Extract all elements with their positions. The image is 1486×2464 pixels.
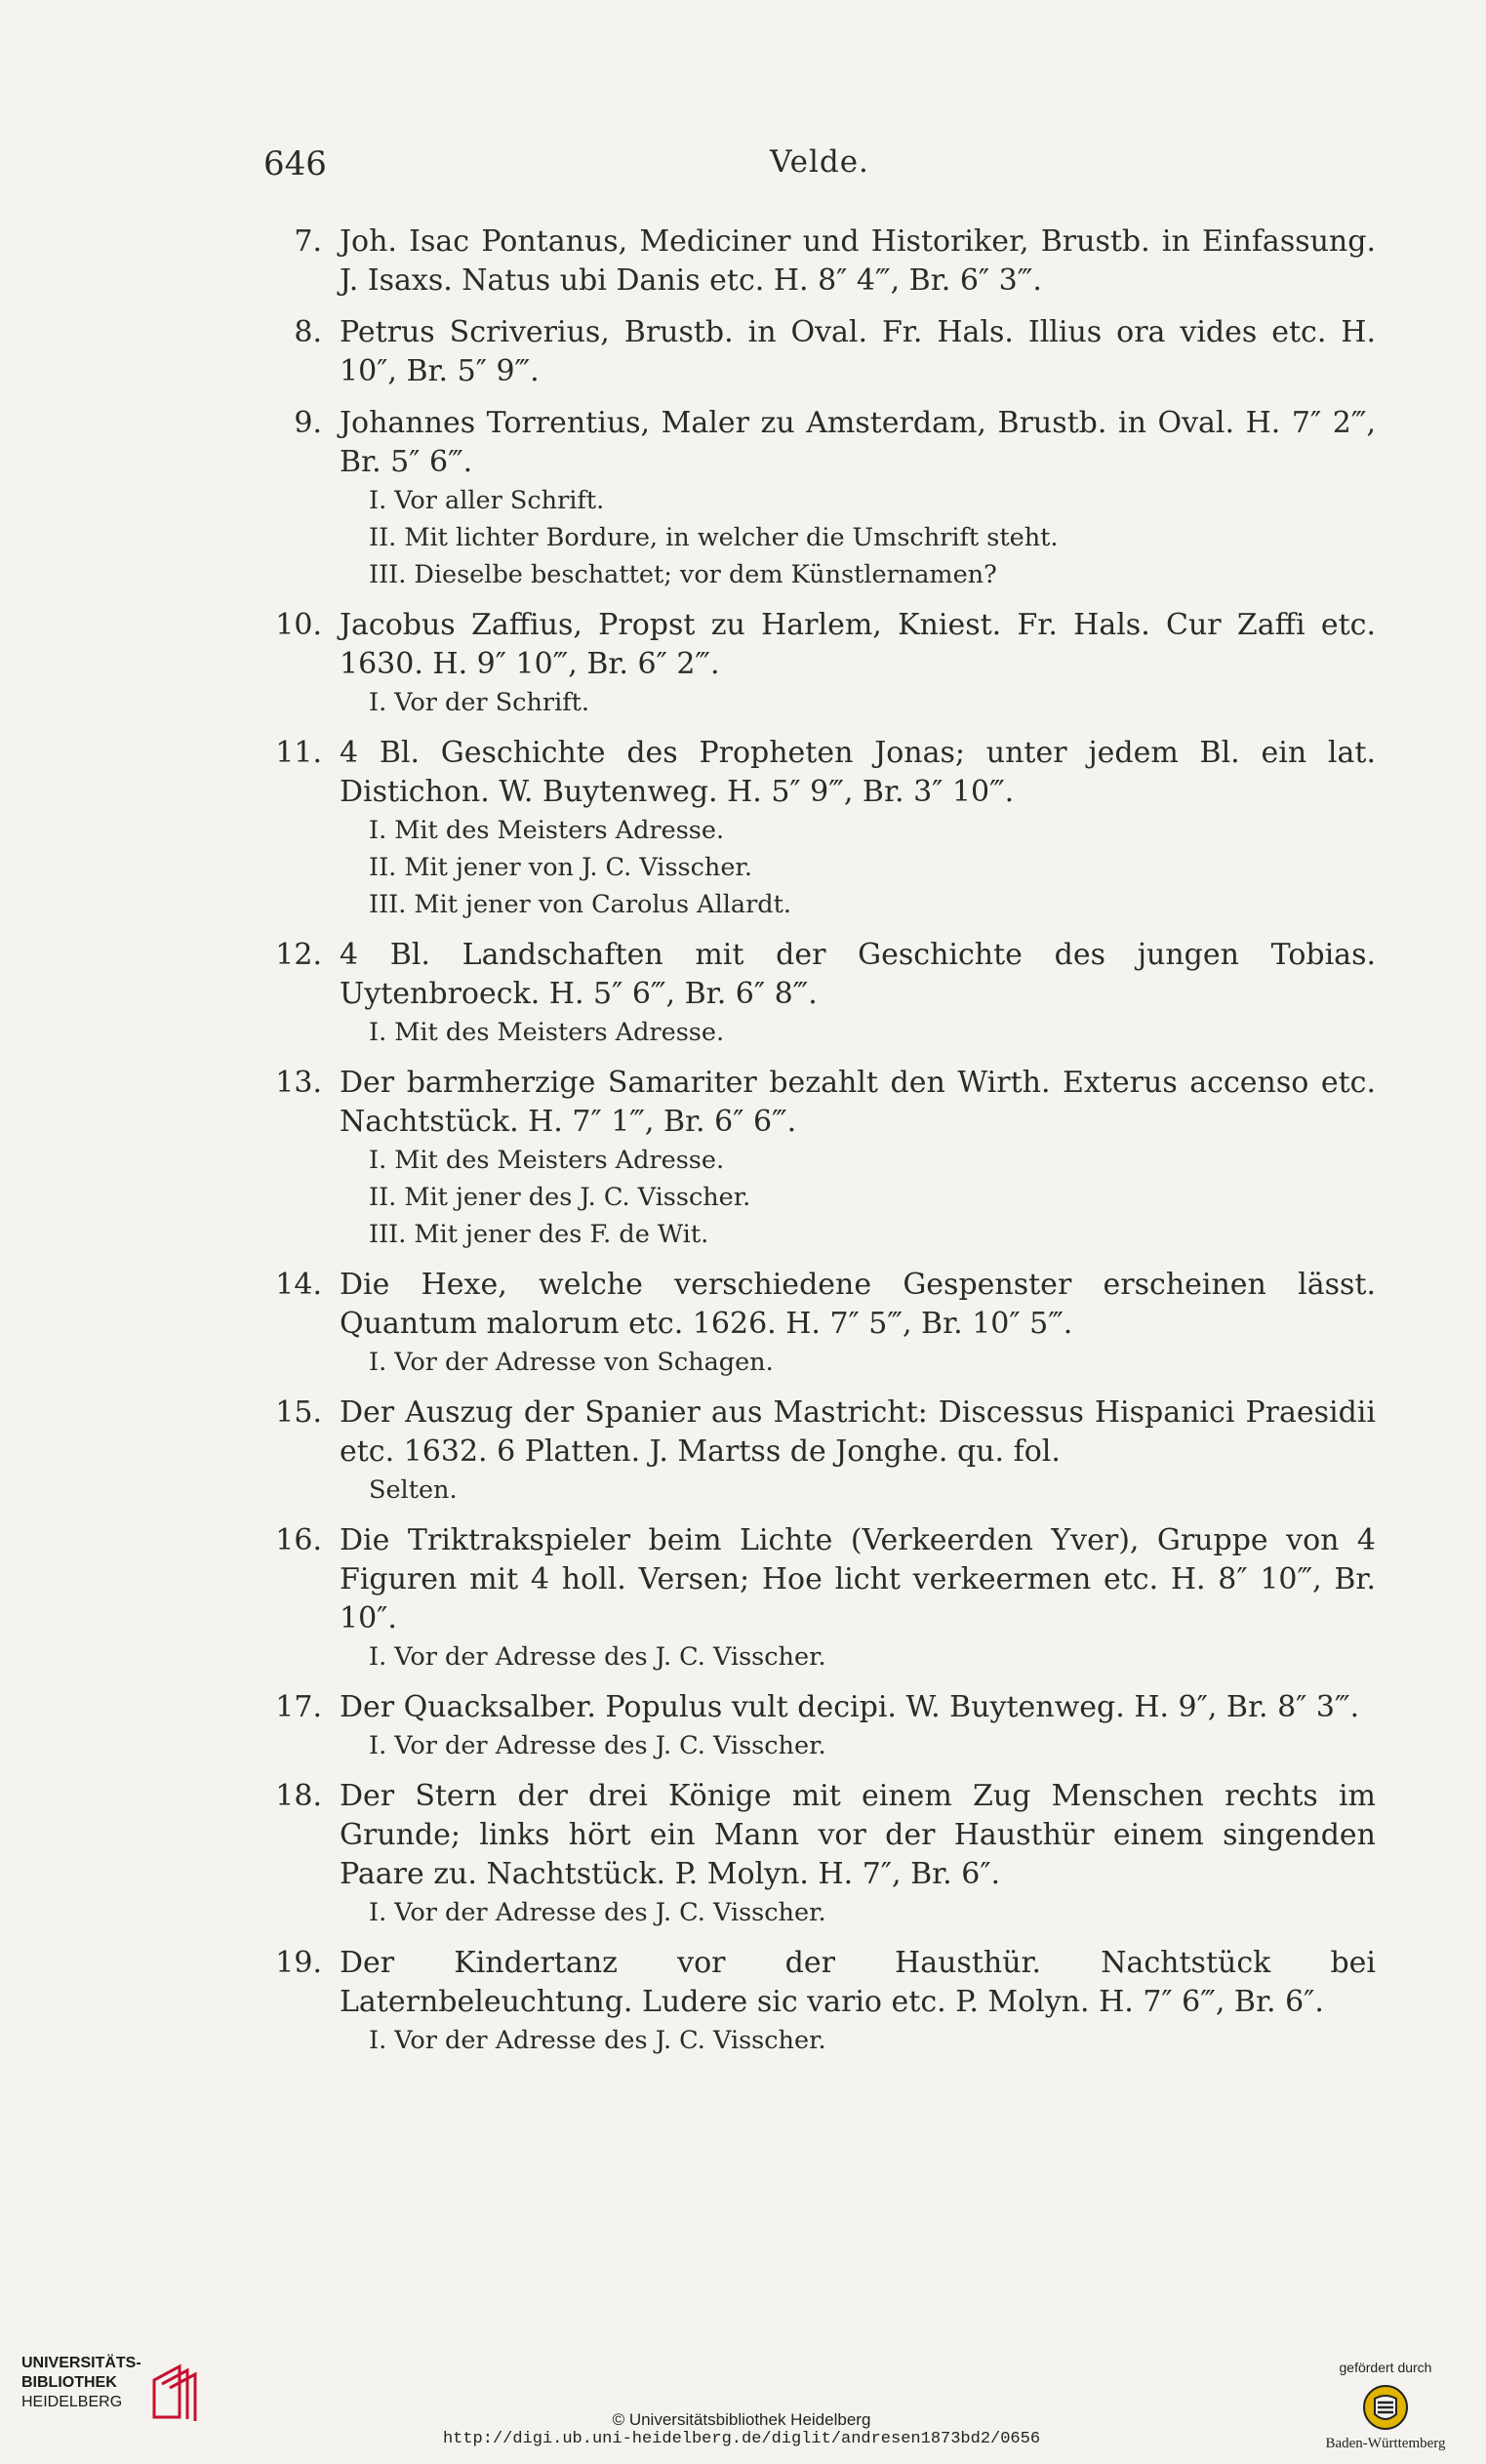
entry-text: Joh. Isac Pontanus, Mediciner und Historiker, Brustb. in Einfassung. J. Isaxs. Natus ubi Danis etc. H. 8″ 4‴, Br. 6″ 3‴. [340, 224, 1376, 298]
state-line: I. Vor der Adresse von Schagen. [369, 1348, 774, 1377]
state-line: I. Mit des Meisters Adresse. [369, 816, 725, 845]
state-line: I. Mit des Meisters Adresse. [369, 1146, 725, 1175]
library-name-line1: UNIVERSITÄTS- [21, 2355, 141, 2371]
entry-number: 19. [275, 1946, 322, 1980]
entry-number: 12. [275, 938, 322, 972]
state-line: Selten. [369, 1475, 458, 1505]
entry-states [340, 482, 1376, 593]
catalog-entry [263, 1394, 1376, 1509]
catalog-entry [263, 936, 1376, 1051]
entry-states [340, 1142, 1376, 1253]
running-head: Velde. [770, 144, 869, 180]
catalog-entry [263, 404, 1376, 593]
catalog-entry [263, 606, 1376, 721]
state-line: I. Vor aller Schrift. [369, 486, 605, 515]
funded-by-label: gefördert durch [1339, 2360, 1432, 2375]
catalog-entry [263, 313, 1376, 391]
entry-number: 18. [275, 1779, 322, 1813]
state-line: I. Vor der Schrift. [369, 688, 590, 717]
state-line: I. Vor der Adresse des J. C. Visscher. [369, 1898, 826, 1927]
source-url[interactable]: http://digi.ub.uni-heidelberg.de/diglit/andresen1873bd2/0656 [442, 2430, 1041, 2448]
state-crest-icon [1351, 2381, 1420, 2434]
entry-number: 15. [275, 1395, 322, 1430]
entry-states [340, 1727, 1376, 1764]
entry-number: 11. [275, 736, 322, 770]
entry-text: Der Auszug der Spanier aus Mastricht: Discessus Hispanici Praesidii etc. 1632. 6 Platten. J. Martss de Jonghe. qu. fol. [340, 1395, 1376, 1469]
entry-number: 16. [275, 1523, 322, 1557]
state-line: I. Mit des Meisters Adresse. [369, 1018, 725, 1047]
entry-number: 14. [275, 1268, 322, 1302]
entry-states [340, 1894, 1376, 1931]
catalog-entry [263, 1064, 1376, 1253]
state-line: I. Vor der Adresse des J. C. Visscher. [369, 1642, 826, 1672]
entry-text: Johannes Torrentius, Maler zu Amsterdam, Brustb. in Oval. H. 7″ 2‴, Br. 5″ 6‴. [340, 406, 1376, 479]
entry-states [340, 812, 1376, 923]
catalog-entry [263, 1521, 1376, 1676]
footer-credits [322, 2410, 1161, 2449]
state-line: II. Mit jener des J. C. Visscher. [369, 1183, 751, 1212]
entry-text: Die Hexe, welche verschiedene Gespenster erscheinen lässt. Quantum malorum etc. 1626. H. 7″ 5‴, Br. 10″ 5‴. [340, 1268, 1376, 1341]
catalog-entry [263, 222, 1376, 301]
entry-states [340, 2022, 1376, 2059]
entry-states [340, 1472, 1376, 1509]
library-logo-mark-icon [150, 2361, 205, 2423]
entry-text: Die Triktrakspieler beim Lichte (Verkeerden Yver), Gruppe von 4 Figuren mit 4 holl. Versen; Hoe licht verkeermen etc. H. 8″ 10‴, Br. 10″. [340, 1523, 1376, 1636]
entry-text: 4 Bl. Landschaften mit der Geschichte des jungen Tobias. Uytenbroeck. H. 5″ 6‴, Br. 6″ 8‴. [340, 938, 1376, 1011]
library-logo [21, 2354, 141, 2412]
entry-text: Der Stern der drei Könige mit einem Zug Menschen rechts im Grunde; links hört ein Mann vor der Hausthür einem singenden Paare zu. Nachtstück. P. Molyn. H. 7″, Br. 6″. [340, 1779, 1376, 1891]
state-line: III. Mit jener des F. de Wit. [369, 1220, 709, 1249]
entry-text: Der Kindertanz vor der Hausthür. Nachtstück bei Laternbeleuchtung. Ludere sic vario etc. P. Molyn. H. 7″ 6‴, Br. 6″. [340, 1946, 1376, 2019]
entry-states [340, 684, 1376, 721]
funder-name: Baden-Württemberg [1325, 2436, 1446, 2451]
entry-states [340, 1014, 1376, 1051]
entry-number: 17. [275, 1690, 322, 1724]
library-name-line3: HEIDELBERG [21, 2394, 123, 2410]
entry-number: 8. [294, 315, 322, 349]
catalog-entry [263, 734, 1376, 923]
state-line: II. Mit jener von J. C. Visscher. [369, 853, 752, 882]
state-line: II. Mit lichter Bordure, in welcher die Umschrift steht. [369, 523, 1059, 552]
entry-number: 13. [275, 1066, 322, 1100]
page-number: 646 [263, 144, 327, 183]
entry-text: Jacobus Zaffius, Propst zu Harlem, Kniest. Fr. Hals. Cur Zaffi etc. 1630. H. 9″ 10‴, Br. 6″ 2‴. [340, 608, 1376, 681]
funding-credit [1298, 2360, 1473, 2452]
copyright-line: © Universitätsbibliothek Heidelberg [612, 2410, 871, 2429]
catalog-entry [263, 1266, 1376, 1381]
state-line: III. Mit jener von Carolus Allardt. [369, 890, 791, 919]
page-header [263, 144, 1376, 183]
catalog-entries [263, 222, 1376, 2072]
entry-text: 4 Bl. Geschichte des Propheten Jonas; unter jedem Bl. ein lat. Distichon. W. Buytenweg. H. 5″ 9‴, Br. 3″ 10‴. [340, 736, 1376, 809]
entry-number: 10. [275, 608, 322, 642]
entry-number: 9. [294, 406, 322, 440]
entry-states [340, 1638, 1376, 1676]
state-line: III. Dieselbe beschattet; vor dem Künstlernamen? [369, 560, 997, 589]
entry-text: Der barmherzige Samariter bezahlt den Wirth. Exterus accenso etc. Nachtstück. H. 7″ 1‴, Br. 6″ 6‴. [340, 1066, 1376, 1139]
catalog-entry [263, 1688, 1376, 1764]
catalog-entry [263, 1944, 1376, 2059]
state-line: I. Vor der Adresse des J. C. Visscher. [369, 1731, 826, 1760]
state-line: I. Vor der Adresse des J. C. Visscher. [369, 2026, 826, 2055]
entry-text: Der Quacksalber. Populus vult decipi. W. Buytenweg. H. 9″, Br. 8″ 3‴. [340, 1690, 1360, 1724]
entry-states [340, 1344, 1376, 1381]
catalog-entry [263, 1777, 1376, 1931]
entry-number: 7. [294, 224, 322, 259]
library-name-line2: BIBLIOTHEK [21, 2374, 117, 2391]
entry-text: Petrus Scriverius, Brustb. in Oval. Fr. Hals. Illius ora vides etc. H. 10″, Br. 5″ 9‴. [340, 315, 1376, 388]
